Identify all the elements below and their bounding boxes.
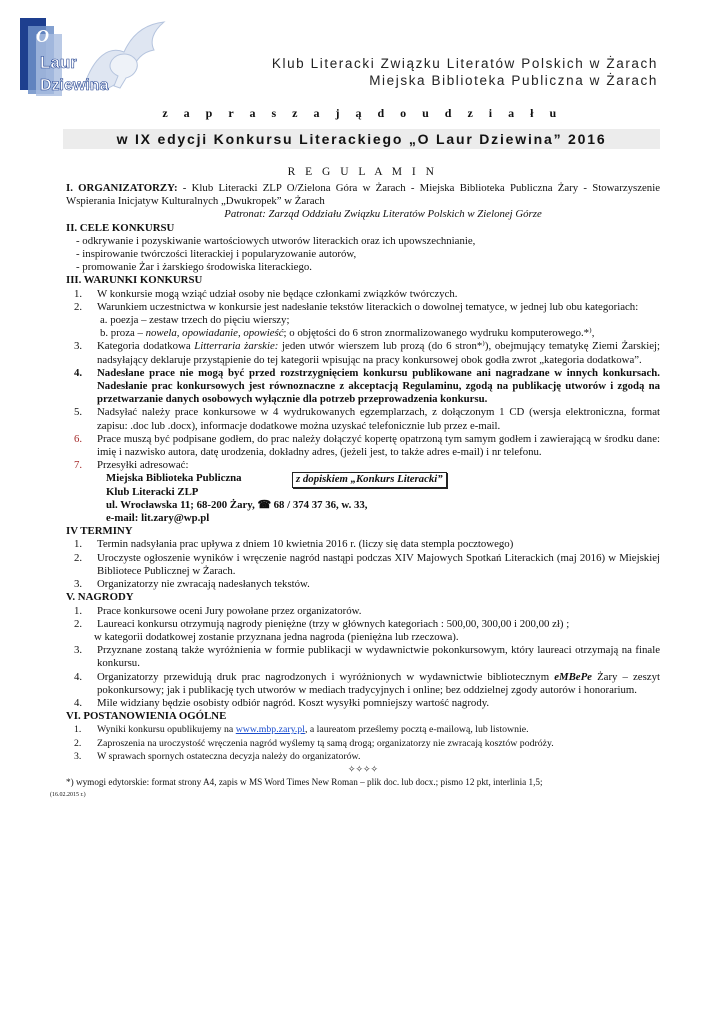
list-item: 5. Nadsyłać należy prace konkursowe w 4 wydrukowanych egzemplarzach, z dołączonym 1 CD (wersja elektroniczna, format zapisu: .doc lub .docx), informacje dodatkowe można uzyskać telefonicznie lub przez e-mail. xyxy=(74,406,660,432)
section-heading: I. ORGANIZATORZY: xyxy=(66,182,178,194)
list-item: 1. Wyniki konkursu opublikujemy na www.mbp.zary.pl, a laureatom prześlemy pocztą e-mailową, lub listownie. xyxy=(74,724,529,736)
note-box: z dopiskiem „Konkurs Literacki” xyxy=(292,472,447,487)
list-item: 2. Warunkiem uczestnictwa w konkursie jest nadesłanie tekstów literackich o dowolnej tematyce, w jednej lub obu kategoriach: xyxy=(74,300,639,313)
prizes-list xyxy=(66,605,660,711)
list-item: 3. Organizatorzy nie zwracają nadesłanych tekstów. xyxy=(74,578,310,591)
section-heading: II. CELE KONKURSU xyxy=(66,221,175,234)
address-email: e-mail: lit.zary@wp.pl xyxy=(106,512,210,525)
list-item: 1. Prace konkursowe oceni Jury powołane przez organizatorów. xyxy=(74,604,362,617)
library-website-link[interactable]: www.mbp.zary.pl xyxy=(235,724,305,736)
invitation-line: z a p r a s z a j ą d o u d z i a ł u xyxy=(162,106,563,120)
general-provisions-list xyxy=(66,723,660,763)
organizer-line-1: Klub Literacki Związku Literatów Polskich w Żarach xyxy=(271,56,658,71)
address-line: Klub Literacki ZLP xyxy=(106,485,199,498)
logo-text-laur: Laur xyxy=(40,53,77,72)
regulamin-title: R E G U L A M I N xyxy=(287,166,438,178)
list-item: 7. Przesyłki adresować: xyxy=(74,459,189,472)
sub-item-prose: b. proza – nowela, opowiadanie, opowieść; o objętości do 6 stron znormalizowanego wydruku komputerowego.*⁾, xyxy=(100,327,595,340)
list-item: 3. Przyznane zostaną także wyróżnienia w formie publikacji w wydawnictwie pokonkursowym, który laureaci otrzymają na finale konkursu. xyxy=(74,644,660,670)
section-organizers xyxy=(66,182,660,208)
logo-text-dziewina: Dziewina xyxy=(40,77,109,94)
terms-list xyxy=(66,538,660,591)
list-item: 3. W sprawach spornych ostateczna decyzja należy do organizatorów. xyxy=(74,750,361,762)
list-item: 6. Prace muszą być podpisane godłem, do prac należy dołączyć kopertę opatrzoną tym samym godłem i zawierającą w środku dane: imię i nazwisko autora, datę urodzenia, dokładny adres, (jeżeli jest, to także adres e-mail) i nr telefonu. xyxy=(74,432,660,459)
address-line: Miejska Biblioteka Publiczna z dopiskiem „Konkurs Literacki” xyxy=(106,472,660,485)
list-item: 2. Uroczyste ogłoszenie wyników i wręczenie nagród nastąpi podczas XIV Majowych Spotkań Literackich (maj 2016) w Miejskiej Bibliotece Publicznej w Żarach. xyxy=(74,551,660,577)
contest-title-banner: w IX edycji Konkursu Literackiego „O Laur Dziewina” 2016 xyxy=(63,129,660,149)
document-date: (16.02.2015 r.) xyxy=(50,792,86,799)
address-line: ul. Wrocławska 11; 68-200 Żary, ☎ 68 / 374 37 36, w. 33, xyxy=(106,498,368,511)
section-heading: VI. POSTANOWIENIA OGÓLNE xyxy=(66,710,227,723)
conditions-list xyxy=(66,288,660,473)
patronage-line: Patronat: Zarząd Oddziału Związku Literatów Polskich w Zielonej Górze xyxy=(224,208,542,221)
list-item: 4. Mile widziany będzie osobisty odbiór nagród. Koszt wysyłki pomniejszy wartość nagrody. xyxy=(74,696,490,709)
list-item: - odkrywanie i pozyskiwanie wartościowych utworów literackich oraz ich upowszechnianie, xyxy=(76,234,476,247)
contest-logo xyxy=(14,16,174,98)
list-item: 2. Laureaci konkursu otrzymują nagrody pieniężne (trzy w głównych kategoriach : 500,00, 300,00 i 200,00 zł) ; xyxy=(74,617,570,630)
list-item: 1. Termin nadsyłania prac upływa z dniem 10 kwietnia 2016 r. (liczy się data stempla pocztowego) xyxy=(74,538,514,551)
organizers-text: - Klub Literacki ZLP O/Zielona Góra w Żarach - Miejska Biblioteka Publiczna Żary - Stowarzyszenie Wspierania Inicjatyw Kulturalnych „Dwukropek” w Żarach xyxy=(66,182,660,208)
sub-item-poetry: a. poezja – zestaw trzech do pięciu wierszy; xyxy=(100,314,290,327)
sub-item: w kategorii dodatkowej zostanie przyznana jedna nagroda (pieniężna lub rzeczowa). xyxy=(94,630,459,643)
list-item: 2. Zaproszenia na uroczystość wręczenia nagród wyślemy tą samą drogą; organizatorzy nie zwracają kosztów podróży. xyxy=(74,737,554,749)
mailing-address xyxy=(66,472,660,525)
list-item: - inspirowanie twórczości literackiej i popularyzowanie autorów, xyxy=(76,248,357,261)
list-item: 4. Organizatorzy przewidują druk prac nagrodzonych i wyróżnionych w wydawnictwie bibliotecznym eMBePe Żary – zeszyt pokonkursowy; jak i publikację tych utworów w mediach tradycyjnych i online; bez oddzielnej zgody autorów i honorarium. xyxy=(74,670,660,696)
section-heading: V. NAGRODY xyxy=(66,591,134,604)
section-heading: III. WARUNKI KONKURSU xyxy=(66,274,203,287)
separator-stars: ✧✧✧✧ xyxy=(347,763,379,774)
editorial-footnote: *) wymogi edytorskie: format strony A4, zapis w MS Word Times New Roman – plik doc. lub docx.; pismo 12 pkt, interlinia 1,5; xyxy=(66,777,543,788)
logo-text-o: O xyxy=(36,26,49,46)
pegasus-logo-icon xyxy=(14,16,174,98)
list-item: 4. Nadesłane prace nie mogą być przed rozstrzygnięciem konkursu publikowane ani nagradzane w innych konkursach. Nadesłanie prac konkursowych jest równoznaczne z akceptacją Regulaminu, zgodą na publikację utworów i zgodą na przetwarzanie danych osobowych wyłącznie dla potrzeb przeprowadzenia konkursu. xyxy=(74,366,660,406)
list-item: 3. Kategoria dodatkowa Litterraria żarskie: jeden utwór wierszem lub prozą (do 6 stron*⁾), obejmujący tematykę Ziemi Żarskiej; nadsyłający deklaruje przystąpienie do tej kategorii wpisując na pracy konkursowej obok godła zwrot „kategoria dodatkowa”. xyxy=(74,340,660,366)
regulations-body xyxy=(50,182,660,803)
list-item: - promowanie Żar i żarskiego środowiska literackiego. xyxy=(76,261,312,274)
list-item: 1. W konkursie mogą wziąć udział osoby nie będące członkami związków twórczych. xyxy=(74,287,458,300)
goals-list xyxy=(66,235,660,275)
section-heading: IV TERMINY xyxy=(66,525,133,538)
organizer-line-2: Miejska Biblioteka Publiczna w Żarach xyxy=(369,73,658,88)
